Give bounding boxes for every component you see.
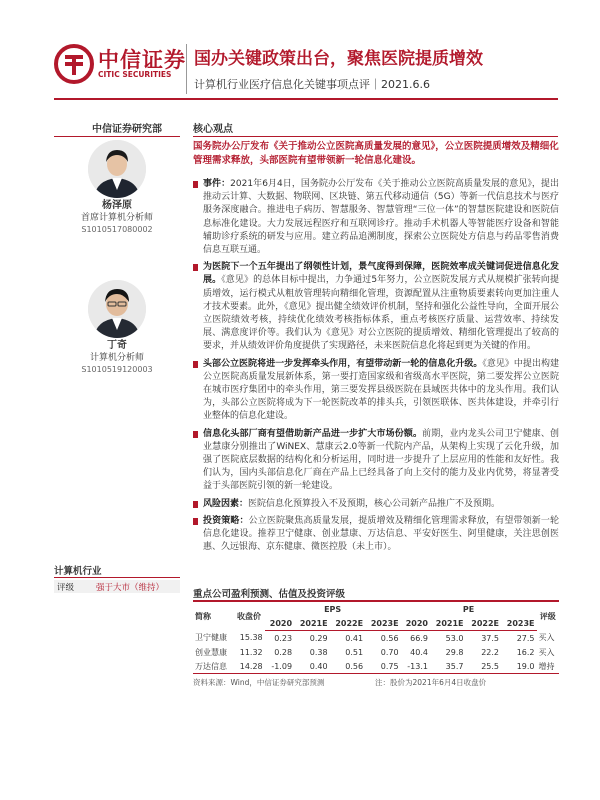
pe-year: 2021E — [430, 616, 466, 631]
pe-value: -13.1 — [401, 659, 430, 674]
pe-value: 37.5 — [481, 633, 499, 643]
pe-value: 29.8 — [445, 647, 464, 657]
eps-year: 2021E — [294, 616, 330, 631]
bullet-title: 头部公立医院将进一步发挥牵头作用，有望带动新一轮的信息化升级。 — [203, 358, 483, 369]
eps-value: 0.29 — [309, 633, 328, 643]
table-row — [193, 659, 559, 674]
analyst-photo-2 — [88, 280, 146, 338]
sidebar-rule — [54, 136, 180, 137]
rating-value: 买入 — [538, 633, 555, 643]
bullet-text: 2021年6月4日，国务院办公厅发布《关于推动公立医院高质量发展的意见》，提出推动云计算、大数据、物联网、区块链、第五代移动通信（5G）等新一代信息技术与医疗服务深度融合。推进电子病历、智慧服务、智慧管理“三位一体”的智慧医院建设和医院信息标准化建设。大力发展远程医疗和互联网诊疗。推动手术机器人等智能医疗设备和智能辅助诊疗系统的研发与应用。建立药品追溯制度，探索公立医院处方信息与药品零售消费信息互联互通。 — [203, 179, 559, 256]
bullet-title: 风险因素： — [203, 498, 249, 509]
table-row — [193, 631, 559, 646]
bullet-title: 事件： — [203, 179, 231, 189]
company-name: 创业慧康 — [195, 647, 227, 657]
company-name: 万达信息 — [193, 659, 233, 674]
bullet-risk — [193, 498, 559, 511]
forecast-table-title: 重点公司盈利预测、估值及投资评级 — [193, 589, 346, 600]
close-price: 14.28 — [233, 659, 264, 674]
eps-value: 0.51 — [345, 647, 364, 657]
analyst-title: 计算机分析师 — [89, 353, 144, 363]
col-name: 简称 — [195, 611, 211, 621]
eps-value: 0.28 — [274, 647, 293, 657]
bullet-leading-hospitals — [193, 358, 559, 424]
company-name: 卫宁健康 — [195, 633, 227, 643]
report-title: 国办关键政策出台，聚焦医院提质增效 — [194, 49, 483, 69]
pe-value: 22.2 — [481, 647, 499, 657]
eps-value: 0.70 — [380, 647, 399, 657]
summary-text: 国务院办公厅发布《关于推动公立医院高质量发展的意见》，公立医院提质增效及精细化管理需求释放，头部医院有望带领新一轮信息化建设。 — [193, 141, 559, 166]
close-price: 11.32 — [239, 647, 263, 657]
col-rating: 评级 — [539, 611, 556, 621]
report-subtitle: 计算机行业医疗信息化关键事项点评｜2021.6.6 — [194, 78, 430, 91]
core-view-heading: 核心观点 — [193, 124, 233, 135]
col-price: 收盘价 — [236, 611, 261, 621]
eps-value: 0.41 — [345, 633, 364, 643]
rating-value: 强于大市（维持） — [96, 583, 165, 593]
pe-value: 25.5 — [465, 659, 501, 674]
bullet-strategy — [193, 515, 559, 555]
pe-value: 27.5 — [516, 633, 535, 643]
analyst-code: S1010519120003 — [81, 365, 153, 374]
eps-value: 0.38 — [309, 647, 328, 657]
forecast-table — [193, 600, 559, 674]
brand-name-cn: 中信证券 — [98, 48, 186, 72]
close-price: 15.38 — [239, 633, 263, 643]
rating-value: 买入 — [538, 647, 555, 657]
eps-value: 0.56 — [330, 659, 366, 674]
eps-year: 2023E — [365, 616, 401, 631]
table-note: 注：股价为2021年6月4日收盘价 — [375, 678, 487, 687]
brand-name-en: CITIC SECURITIES — [98, 70, 172, 79]
industry-label: 计算机行业 — [54, 566, 102, 577]
bullet-text: 公立医院聚焦高质量发展，提质增效及精细化管理需求释放，有望带领新一轮信息化建设。推荐卫宁健康、创业慧康、万达信息、平安好医生、阿里健康，关注思创医惠、久远银海、京东健康、微医控股（未上市）。 — [203, 515, 559, 553]
bullet-title: 信息化头部厂商有望借助新产品进一步扩大市场份额。 — [203, 428, 423, 439]
pe-value: 19.0 — [501, 659, 537, 674]
bullet-vendors — [193, 428, 559, 494]
table-source: 资料来源：Wind，中信证券研究部预测 — [193, 678, 325, 687]
pe-year: 2020 — [401, 616, 430, 631]
bullet-event — [193, 178, 559, 257]
pe-year: 2022E — [465, 616, 501, 631]
citic-logo-icon — [54, 44, 94, 84]
bullet-text: 《意见》中提出构建公立医院高质量发展新体系，第一要打造国家级和省级高水平医院，第二要发挥公立医院在城市医疗集团中的牵头作用，第三要发挥县级医院在县域医共体中的龙头作用。我们认为，头部公立医院将成为下一轮医院改革的排头兵，引领医联体、医共体建设，并牵引行业整体的信息化建设。 — [203, 358, 559, 422]
pe-value: 66.9 — [410, 633, 428, 643]
pe-value: 16.2 — [516, 647, 535, 657]
table-row — [193, 645, 559, 659]
pe-value: 53.0 — [445, 633, 464, 643]
header-divider — [186, 44, 187, 94]
rating-label: 评级 — [57, 583, 75, 593]
bullet-list — [193, 178, 559, 558]
eps-value: 0.40 — [294, 659, 330, 674]
eps-value: 0.23 — [274, 633, 293, 643]
main-rule — [193, 136, 558, 137]
eps-value: -1.09 — [265, 659, 294, 674]
analyst-name: 丁奇 — [107, 340, 127, 351]
eps-year: 2020 — [265, 616, 294, 631]
analyst-name: 杨泽原 — [102, 200, 132, 211]
bullet-title: 为医院下一个五年提出了纲领性计划，景气度得到保障，医院效率成关键词促进信息化发展。 — [203, 262, 559, 286]
analyst-card-2 — [54, 340, 180, 376]
col-pe: PE — [462, 604, 475, 614]
industry-rule — [54, 577, 180, 578]
eps-value: 0.56 — [380, 633, 399, 643]
analyst-code: S1010517080002 — [81, 225, 153, 234]
analyst-card-1 — [54, 200, 180, 236]
col-eps: EPS — [324, 604, 342, 614]
eps-value: 0.75 — [365, 659, 401, 674]
analyst-photo-1 — [88, 140, 146, 198]
industry-rating-row — [54, 580, 180, 593]
research-dept: 中信证券研究部 — [92, 124, 162, 135]
pe-value: 40.4 — [410, 647, 428, 657]
rating-value: 增持 — [537, 659, 559, 674]
bullet-text: 前期，业内龙头公司卫宁健康、创业慧康分别推出了WiNEX、慧康云2.0等新一代院内产品，从架构上实现了云化升级，加强了医院底层数据的结构化和分析运用，同时进一步提升了上层应用的性能和友好性。我们认为，国内头部信息化厂商在产品上已经具备了向上交付的能力及业内优势，将显著受益于头部医院引领的新一轮建设。 — [203, 428, 559, 492]
table-header-row — [193, 601, 559, 616]
bullet-title: 投资策略： — [203, 515, 249, 526]
pe-year: 2023E — [501, 616, 537, 631]
bullet-text: 医院信息化预算投入不及预期，核心公司新产品推广不及预期。 — [248, 498, 501, 509]
pe-value: 35.7 — [430, 659, 466, 674]
eps-year: 2022E — [330, 616, 366, 631]
analyst-title: 首席计算机分析师 — [80, 213, 153, 223]
bullet-plan — [193, 261, 559, 353]
bullet-text: 《意见》的总体目标中提出，力争通过5年努力，公立医院发展方式从规模扩张转向提质增效，运行模式从粗放管理转向精细化管理，资源配置从注重物质要素转向更加注重人才技术要素。此外，《意见》提出健全绩效评价机制，坚持和强化公益性导向，全面开展公立医院绩效考核，持续优化绩效考核指标体系，重点考核医疗质量、运营效率、持续发展、满意度评价等。我们认为《意见》对公立医院的提质增效、精细化管理提出了较高的要求，并从绩效评价角度提供了实现路径，未来医院信息化将起到更为关键的作用。 — [203, 275, 559, 352]
header-rule — [54, 98, 558, 100]
